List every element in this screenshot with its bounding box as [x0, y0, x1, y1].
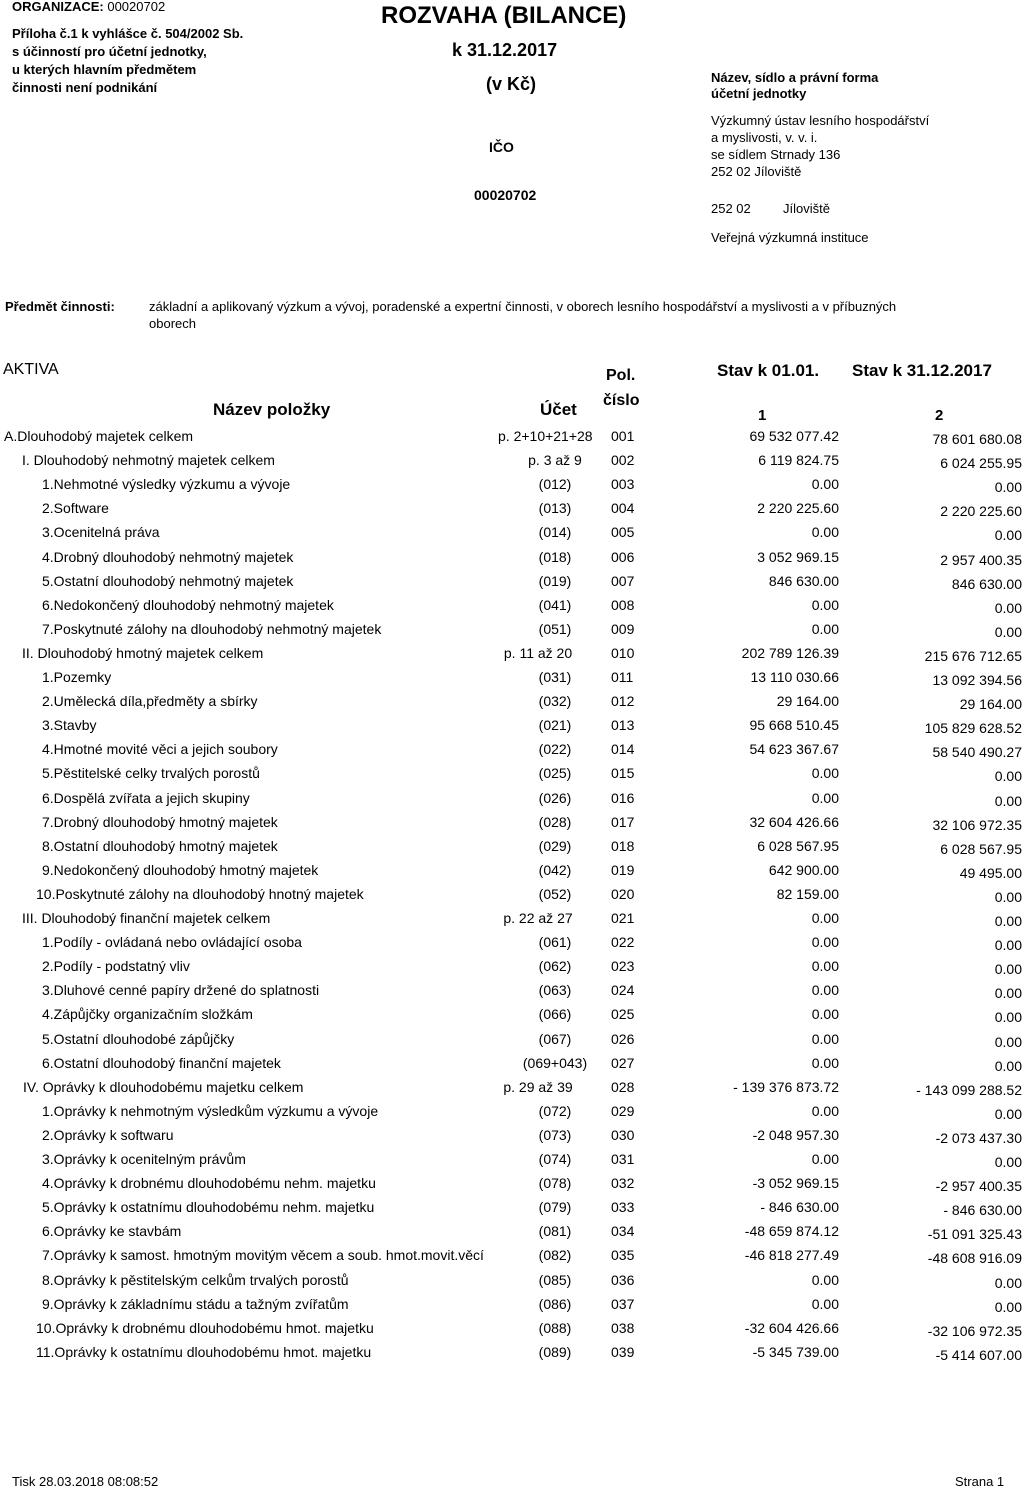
row-account: (073)	[538, 1127, 572, 1143]
row-state-end: 0.00	[994, 1034, 1022, 1050]
row-state-start: 2 220 225.60	[757, 500, 839, 516]
row-account: p. 22 až 27	[503, 910, 573, 926]
row-state-start: 642 900.00	[768, 862, 839, 878]
row-state-start: 0.00	[811, 1296, 839, 1312]
row-state-start: 202 789 126.39	[741, 645, 839, 661]
row-state-end: 58 540 490.27	[932, 744, 1022, 760]
row-account: (072)	[538, 1103, 572, 1119]
row-state-start: 54 623 367.67	[749, 741, 839, 757]
row-account: (067)	[538, 1031, 572, 1047]
row-name: 6.Dospělá zvířata a jejich skupiny	[42, 790, 250, 806]
organization-label: ORGANIZACE:	[12, 0, 104, 14]
row-number: 017	[611, 814, 635, 830]
row-state-end: 0.00	[994, 1106, 1022, 1122]
row-account: (081)	[538, 1223, 572, 1239]
currency-note: (v Kč)	[486, 74, 537, 94]
row-number: 011	[611, 669, 634, 685]
row-account: (019)	[538, 573, 572, 589]
row-number: 016	[611, 790, 635, 806]
row-number: 018	[611, 838, 635, 854]
row-name: 5.Pěstitelské celky trvalých porostů	[42, 765, 260, 781]
row-account: (086)	[538, 1296, 572, 1312]
column-account-header: Účet	[540, 400, 577, 419]
row-name: 5.Ostatní dlouhodobý nehmotný majetek	[42, 573, 294, 589]
row-name: 9.Nedokončený dlouhodobý hmotný majetek	[42, 862, 319, 878]
row-account: p. 29 až 39	[503, 1079, 573, 1095]
row-number: 025	[611, 1006, 635, 1022]
row-name: 1.Nehmotné výsledky výzkumu a vývoje	[42, 476, 291, 492]
row-name: 1.Pozemky	[42, 669, 112, 685]
row-state-start: 0.00	[811, 1272, 839, 1288]
row-account: (066)	[538, 1006, 572, 1022]
row-state-start: -2 048 957.30	[752, 1127, 839, 1143]
column-name-header: Název položky	[213, 400, 331, 419]
row-state-end: -32 106 972.35	[927, 1323, 1022, 1339]
row-state-start: 6 119 824.75	[758, 452, 839, 468]
row-name: III. Dlouhodobý finanční majetek celkem	[22, 910, 271, 926]
row-state-start: 0.00	[811, 910, 839, 926]
row-number: 010	[611, 645, 635, 661]
row-state-start: 0.00	[811, 1103, 839, 1119]
row-state-start: 95 668 510.45	[749, 717, 839, 733]
row-state-start: 0.00	[811, 524, 839, 540]
row-account: (032)	[538, 693, 572, 709]
row-account: (041)	[538, 597, 572, 613]
row-state-end: 2 957 400.35	[940, 552, 1022, 568]
row-account: (063)	[538, 982, 572, 998]
row-state-end: 78 601 680.08	[932, 431, 1022, 447]
row-state-end: -2 073 437.30	[935, 1130, 1022, 1146]
entity-heading-2: účetní jednotky	[711, 86, 807, 101]
row-number: 009	[611, 621, 635, 637]
row-account: (025)	[538, 765, 572, 781]
row-number: 013	[611, 717, 635, 733]
row-account: (088)	[538, 1320, 572, 1336]
row-state-start: 0.00	[811, 597, 839, 613]
row-state-end: 0.00	[994, 768, 1022, 784]
row-name: 3.Ocenitelná práva	[42, 524, 160, 540]
subject-text-2: oborech	[149, 316, 196, 331]
row-name: 1.Podíly - ovládaná nebo ovládající osoba	[42, 934, 302, 950]
row-account: p. 3 až 9	[528, 452, 582, 468]
row-name: 6.Oprávky ke stavbám	[42, 1223, 182, 1239]
row-state-end: 0.00	[994, 937, 1022, 953]
entity-name-2: a myslivosti, v. v. i.	[711, 130, 818, 145]
row-number: 039	[611, 1344, 635, 1360]
document-title: ROZVAHA (BILANCE)	[381, 2, 627, 29]
row-state-end: 0.00	[994, 1009, 1022, 1025]
balance-date: k 31.12.2017	[452, 40, 558, 60]
organization-value: 00020702	[107, 0, 166, 14]
entity-address-2: 252 02 Jíloviště	[711, 164, 802, 179]
row-state-end: 0.00	[994, 913, 1022, 929]
row-number: 024	[611, 982, 635, 998]
row-number: 014	[611, 741, 635, 757]
row-name: A.Dlouhodobý majetek celkem	[4, 428, 194, 444]
page-number: Strana 1	[955, 1474, 1005, 1489]
row-state-start: -3 052 969.15	[752, 1175, 839, 1191]
row-state-start: 846 630.00	[768, 573, 839, 589]
row-name: IV. Oprávky k dlouhodobému majetku celkem	[23, 1079, 304, 1095]
row-name: 5.Ostatní dlouhodobé zápůjčky	[42, 1031, 235, 1047]
row-name: 10.Oprávky k drobnému dlouhodobému hmot. majetku	[36, 1320, 374, 1336]
row-account: (022)	[538, 741, 572, 757]
row-number: 015	[611, 765, 635, 781]
entity-zip: 252 02	[711, 201, 751, 216]
row-name: 2.Software	[42, 500, 109, 516]
row-number: 005	[611, 524, 635, 540]
row-state-start: 0.00	[811, 476, 839, 492]
row-name: II. Dlouhodobý hmotný majetek celkem	[22, 645, 264, 661]
row-account: (029)	[538, 838, 572, 854]
row-account: (082)	[538, 1247, 572, 1263]
row-account: p. 11 až 20	[503, 645, 573, 661]
row-account: (028)	[538, 814, 572, 830]
row-state-end: 0.00	[994, 961, 1022, 977]
subject-text-1: základní a aplikovaný výzkum a vývoj, poradenské a expertní činnosti, v oborech lesního hospodářství a myslivosti a v příbuzných	[149, 299, 897, 314]
row-state-start: -46 818 277.49	[744, 1247, 839, 1263]
row-state-start: 0.00	[811, 765, 839, 781]
entity-city: Jíloviště	[783, 201, 830, 216]
ico-label: IČO	[489, 139, 514, 155]
row-state-start: 0.00	[811, 958, 839, 974]
subject-label: Předmět činnosti:	[5, 299, 115, 314]
row-state-start: 3 052 969.15	[757, 549, 839, 565]
row-name: 7.Oprávky k samost. hmotným movitým věcem a soub. hmot.movit.věcí	[42, 1247, 484, 1263]
row-state-start: 0.00	[811, 934, 839, 950]
row-state-end: 0.00	[994, 479, 1022, 495]
row-number: 001	[611, 428, 635, 444]
annex-line-4: činnosti není podnikání	[12, 80, 158, 95]
row-state-start: 32 604 426.66	[749, 814, 839, 830]
row-account: p. 2+10+21+28	[498, 428, 593, 444]
row-account: (078)	[538, 1175, 572, 1191]
row-account: (018)	[538, 549, 572, 565]
row-name: 4.Hmotné movité věci a jejich soubory	[42, 741, 278, 757]
row-number: 012	[611, 693, 635, 709]
row-state-end: 0.00	[994, 1154, 1022, 1170]
row-number: 037	[611, 1296, 635, 1312]
row-state-end: 0.00	[994, 985, 1022, 1001]
row-state-end: 0.00	[994, 1275, 1022, 1291]
row-state-start: 0.00	[811, 1031, 839, 1047]
row-account: (014)	[538, 524, 572, 540]
row-account: (085)	[538, 1272, 572, 1288]
row-name: 4.Drobný dlouhodobý nehmotný majetek	[42, 549, 294, 565]
row-state-start: - 846 630.00	[760, 1199, 839, 1215]
row-state-end: -2 957 400.35	[935, 1178, 1022, 1194]
row-number: 020	[611, 886, 635, 902]
row-state-start: 0.00	[811, 1006, 839, 1022]
column-state-start-header: Stav k 01.01.	[717, 361, 820, 380]
row-state-start: 0.00	[811, 1151, 839, 1167]
row-name: 10.Poskytnuté zálohy na dlouhodobý hnotný majetek	[36, 886, 364, 902]
row-state-end: 0.00	[994, 1058, 1022, 1074]
row-state-end: -51 091 325.43	[927, 1226, 1022, 1242]
row-name: 7.Poskytnuté zálohy na dlouhodobý nehmotný majetek	[42, 621, 382, 637]
row-number: 007	[611, 573, 635, 589]
row-number: 038	[611, 1320, 635, 1336]
row-state-start: -32 604 426.66	[744, 1320, 839, 1336]
row-state-end: 215 676 712.65	[924, 648, 1022, 664]
print-timestamp: Tisk 28.03.2018 08:08:52	[12, 1474, 159, 1489]
row-state-end: 32 106 972.35	[932, 817, 1022, 833]
entity-heading-1: Název, sídlo a právní forma	[711, 70, 879, 85]
entity-name-1: Výzkumný ústav lesního hospodářství	[711, 113, 930, 128]
annex-line-2: s účinností pro účetní jednotky,	[12, 44, 207, 59]
row-account: (074)	[538, 1151, 572, 1167]
row-account: (021)	[538, 717, 572, 733]
row-account: (031)	[538, 669, 572, 685]
row-name: 1.Oprávky k nehmotným výsledkům výzkumu a vývoje	[42, 1103, 379, 1119]
row-state-start: 0.00	[811, 621, 839, 637]
row-state-end: 0.00	[994, 889, 1022, 905]
row-state-start: 0.00	[811, 790, 839, 806]
row-account: (069+043)	[522, 1055, 588, 1071]
row-state-end: 105 829 628.52	[924, 720, 1022, 736]
row-number: 034	[611, 1223, 635, 1239]
column-1-index: 1	[758, 407, 767, 424]
annex-line-3: u kterých hlavním předmětem	[12, 62, 197, 77]
column-pol-header-1: Pol.	[606, 367, 636, 384]
row-name: I. Dlouhodobý nehmotný majetek celkem	[22, 452, 275, 468]
row-name: 5.Oprávky k ostatnímu dlouhodobému nehm. majetku	[42, 1199, 375, 1215]
row-number: 004	[611, 500, 635, 516]
row-name: 9.Oprávky k základnímu stádu a tažným zvířatům	[42, 1296, 349, 1312]
row-state-start: 0.00	[811, 982, 839, 998]
row-name: 11.Oprávky k ostatnímu dlouhodobému hmot. majetku	[36, 1344, 372, 1360]
row-account: (051)	[538, 621, 572, 637]
row-account: (061)	[538, 934, 572, 950]
row-name: 2.Umělecká díla,předměty a sbírky	[42, 693, 258, 709]
row-number: 021	[611, 910, 635, 926]
entity-legal-form: Veřejná výzkumná instituce	[711, 230, 869, 245]
row-number: 002	[611, 452, 635, 468]
row-state-end: 49 495.00	[959, 865, 1022, 881]
row-number: 032	[611, 1175, 635, 1191]
organization-line	[12, 0, 165, 15]
row-number: 006	[611, 549, 635, 565]
row-number: 019	[611, 862, 635, 878]
row-state-end: 13 092 394.56	[932, 672, 1022, 688]
row-number: 031	[611, 1151, 635, 1167]
row-state-start: 6 028 567.95	[757, 838, 839, 854]
row-number: 029	[611, 1103, 635, 1119]
row-account: (062)	[538, 958, 572, 974]
row-name: 3.Oprávky k ocenitelným právům	[42, 1151, 246, 1167]
row-state-start: 69 532 077.42	[749, 428, 839, 444]
section-aktiva: AKTIVA	[3, 361, 59, 378]
annex-line-1: Příloha č.1 k vyhlášce č. 504/2002 Sb.	[12, 26, 244, 41]
row-state-end: -5 414 607.00	[935, 1347, 1022, 1363]
row-number: 035	[611, 1247, 635, 1263]
row-account: (079)	[538, 1199, 572, 1215]
row-state-end: - 143 099 288.52	[916, 1082, 1022, 1098]
row-state-start: -5 345 739.00	[752, 1344, 839, 1360]
row-state-end: -48 608 916.09	[927, 1250, 1022, 1266]
row-state-start: -48 659 874.12	[744, 1223, 839, 1239]
row-number: 026	[611, 1031, 635, 1047]
row-account: (012)	[538, 476, 572, 492]
row-number: 003	[611, 476, 635, 492]
row-account: (052)	[538, 886, 572, 902]
row-state-end: 0.00	[994, 1299, 1022, 1315]
row-name: 8.Ostatní dlouhodobý hmotný majetek	[42, 838, 278, 854]
row-state-end: 2 220 225.60	[940, 503, 1022, 519]
row-number: 027	[611, 1055, 635, 1071]
row-state-end: 0.00	[994, 600, 1022, 616]
row-account: (013)	[538, 500, 572, 516]
row-state-end: 29 164.00	[959, 696, 1022, 712]
row-name: 8.Oprávky k pěstitelským celkům trvalých porostů	[42, 1272, 349, 1288]
entity-address-1: se sídlem Strnady 136	[711, 147, 841, 162]
row-state-start: 13 110 030.66	[750, 669, 839, 685]
row-name: 3.Dluhové cenné papíry držené do splatnosti	[42, 982, 320, 998]
row-state-end: 6 024 255.95	[940, 455, 1022, 471]
row-name: 6.Nedokončený dlouhodobý nehmotný majetek	[42, 597, 334, 613]
row-name: 3.Stavby	[42, 717, 97, 733]
row-state-end: 846 630.00	[951, 576, 1022, 592]
row-state-end: 0.00	[994, 793, 1022, 809]
row-number: 023	[611, 958, 635, 974]
ico-value: 00020702	[474, 187, 537, 203]
row-name: 4.Oprávky k drobnému dlouhodobému nehm. majetku	[42, 1175, 376, 1191]
column-2-index: 2	[935, 407, 944, 424]
row-number: 036	[611, 1272, 635, 1288]
row-state-end: 6 028 567.95	[940, 841, 1022, 857]
row-account: (026)	[538, 790, 572, 806]
row-name: 2.Oprávky k softwaru	[42, 1127, 174, 1143]
row-account: (089)	[538, 1344, 572, 1360]
column-pol-header-2: číslo	[603, 392, 640, 409]
row-number: 028	[611, 1079, 635, 1095]
row-state-end: 0.00	[994, 527, 1022, 543]
row-name: 4.Zápůjčky organizačním složkám	[42, 1006, 253, 1022]
row-number: 022	[611, 934, 635, 950]
row-state-end: 0.00	[994, 624, 1022, 640]
row-name: 7.Drobný dlouhodobý hmotný majetek	[42, 814, 278, 830]
row-number: 033	[611, 1199, 635, 1215]
row-name: 6.Ostatní dlouhodobý finanční majetek	[42, 1055, 281, 1071]
row-name: 2.Podíly - podstatný vliv	[42, 958, 190, 974]
column-state-end-header: Stav k 31.12.2017	[852, 361, 992, 380]
row-account: (042)	[538, 862, 572, 878]
row-state-start: 0.00	[811, 1055, 839, 1071]
row-state-start: 29 164.00	[776, 693, 839, 709]
row-state-start: 82 159.00	[776, 886, 839, 902]
row-number: 030	[611, 1127, 635, 1143]
row-state-end: - 846 630.00	[943, 1202, 1022, 1218]
row-number: 008	[611, 597, 635, 613]
row-state-start: - 139 376 873.72	[733, 1079, 839, 1095]
